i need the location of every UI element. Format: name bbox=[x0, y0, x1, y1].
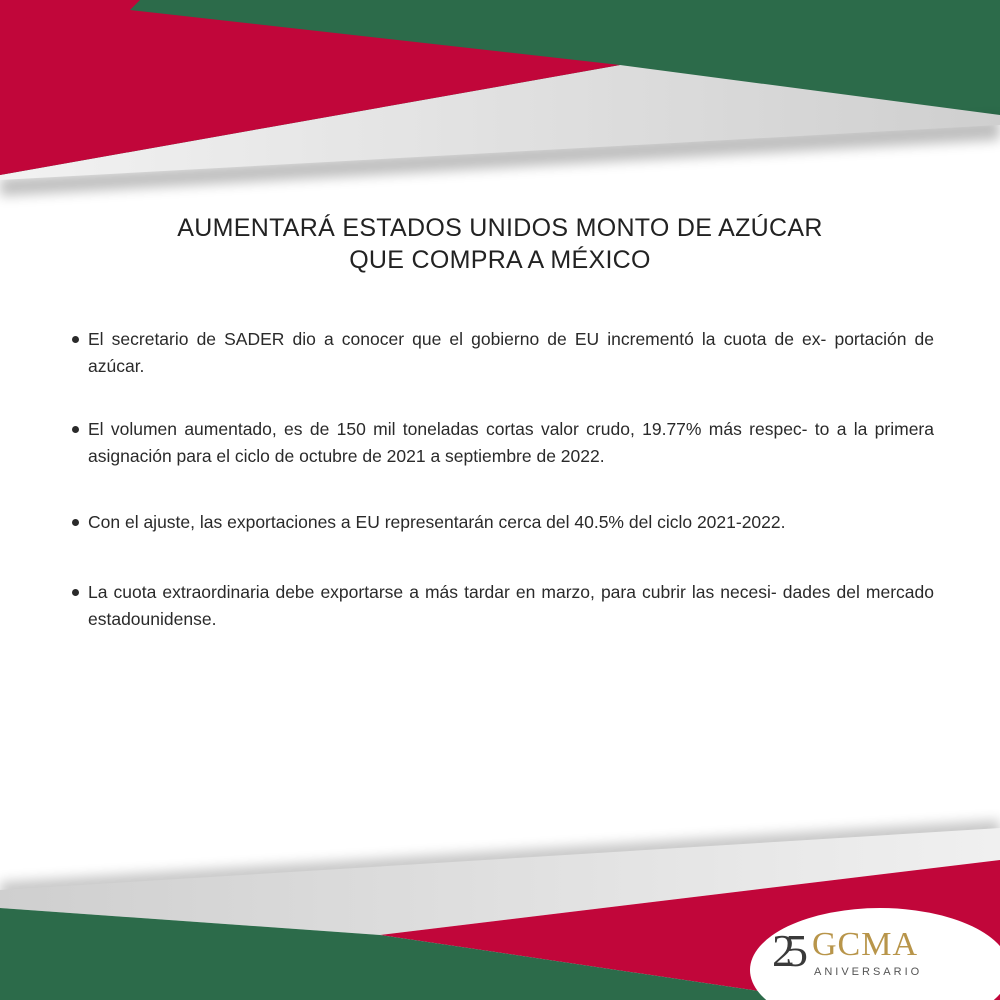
top-decorative-band bbox=[0, 0, 1000, 210]
logo-number: 25 bbox=[772, 925, 798, 976]
list-item bbox=[72, 509, 934, 536]
bullet-text: El volumen aumentado, es de 150 mil toneladas cortas valor crudo, 19.77% más respec- to a la primera asignación para el ciclo de octubre de 2021 a septiembre de 2022. bbox=[88, 419, 934, 466]
bullet-text: La cuota extraordinaria debe exportarse a más tardar en marzo, para cubrir las necesi- dades del mercado estadounidense. bbox=[88, 582, 934, 629]
bullet-text: El secretario de SADER dio a conocer que el gobierno de EU incrementó la cuota de ex- portación de azúcar. bbox=[88, 329, 934, 376]
bullet-dot-icon bbox=[72, 519, 79, 526]
bullet-dot-icon bbox=[72, 426, 79, 433]
title-line-1: AUMENTARÁ ESTADOS UNIDOS MONTO DE AZÚCAR bbox=[177, 214, 823, 242]
logo-subtitle: ANIVERSARIO bbox=[814, 966, 923, 978]
logo-brand: GCMA bbox=[812, 926, 919, 963]
list-item bbox=[72, 326, 934, 380]
page-title bbox=[0, 212, 1000, 276]
title-line-2: QUE COMPRA A MÉXICO bbox=[349, 246, 651, 274]
list-item bbox=[72, 579, 934, 633]
bullet-text: Con el ajuste, las exportaciones a EU representarán cerca del 40.5% del ciclo 2021-2022. bbox=[88, 512, 786, 532]
gcma-logo bbox=[772, 918, 952, 988]
list-item bbox=[72, 416, 934, 470]
bullet-dot-icon bbox=[72, 589, 79, 596]
bullet-dot-icon bbox=[72, 336, 79, 343]
